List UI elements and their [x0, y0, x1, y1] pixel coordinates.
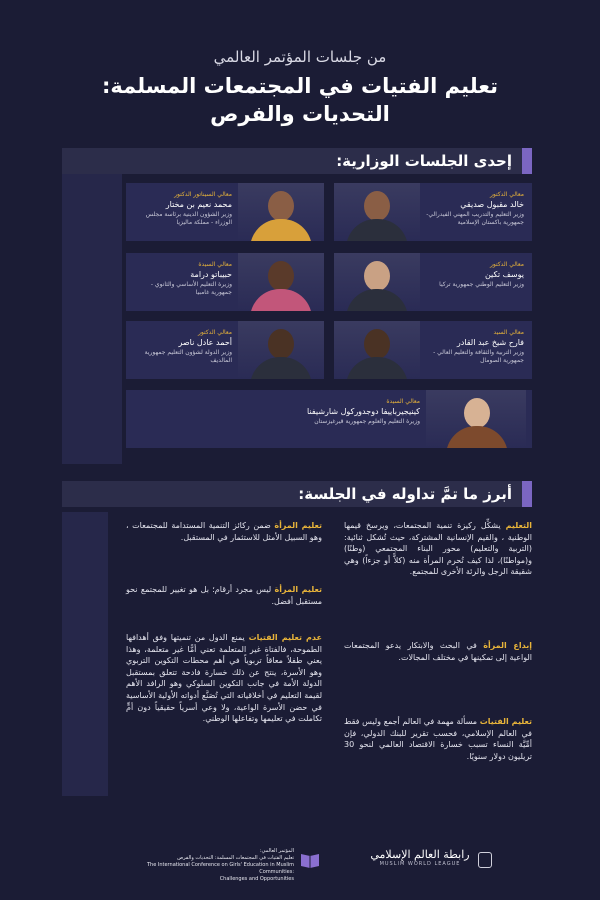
minister-card — [334, 183, 532, 241]
minister-rank: معالي الدكتور — [490, 191, 524, 198]
highlight-point — [344, 716, 532, 762]
minister-card — [334, 253, 532, 311]
title-line-2: التحديات والفرص — [210, 102, 390, 127]
minister-card — [126, 321, 324, 379]
minister-rank: معالي الدكتور — [198, 329, 232, 336]
minister-name: يوسف تكين — [484, 270, 524, 279]
section-ministerial-bar — [62, 148, 532, 174]
highlight-text: ليس مجرد أرقام؛ بل هو تغيير للمجتمع نحو مستقبل أفضل. — [126, 585, 322, 606]
minister-name: خالد مقبول صديقي — [460, 200, 524, 209]
page-header — [0, 48, 600, 129]
minister-role: وزير التعليم الوطني جمهورية تركيا — [439, 281, 524, 288]
minister-photo — [334, 253, 420, 311]
left-decor-strip — [62, 174, 122, 464]
highlight-text: يشكِّل ركيزة تنمية المجتمعات، ويرسخ قيمها الوطنية ، والقيم الإنسانية المشتركة، حيث تُشكل ثنائية: (التربية والتعليم) محور البناء المجتمعي (وطنًا) و(مواطنًا)، لذا كيف تُحرم المرأة منه (كلاًّ أو جزءاً) وهي شقيقة الرجل والرئة الأخرى للمجتمع. — [344, 521, 532, 577]
highlight-lead: التعليم — [505, 521, 532, 530]
highlight-text: مسألة مهمة في العالم أجمع وليس فقط في العالم الإسلامي، فحسب تقرير للبنك الدولي، فإن أمِّيَّة النساء تسبب خسارة الاقتصاد العالمي لنحو 30 تريليون دولار سنويًا. — [344, 717, 532, 761]
highlight-point — [344, 520, 532, 578]
highlight-text: يمنع الدول من تنميتها وفق أهدافها الطموحة، فالفتاة غير المتعلمة تعني أمًّا غير متعلمة، وهذا يعني طفلاً معاقاً تربوياً في أهم محطات التكوين التربوي وهو الأسرة، ينتج عن ذلك خسارة فادحة تتعلق بمستقبل الدولة الأمة في جانب التكوين السلوكي وهو الرافد الأهم لقيمة التعليم في أخلاقياته التي تُصَنَّع أدواته الأولية الأساسية في حضن الأسرة الواعية، ولا وعي أسرياً حقيقياً دون أمٍّ تكاملت في تعليمها وتفاعلها الوطني. — [126, 633, 322, 724]
minister-card — [126, 390, 532, 448]
minister-role: وزير الشؤون الدينية برئاسة مجلس الوزراء - مملكة ماليزيا — [145, 211, 232, 227]
minister-role: وزيرة التعليم الأساسي والثانوي - جمهورية غامبيا — [150, 281, 232, 297]
conference-logo — [140, 848, 320, 882]
minister-card — [126, 253, 324, 311]
section-ministerial-label: إحدى الجلسات الوزارية: — [336, 152, 512, 170]
section-accent — [522, 481, 532, 507]
highlight-lead: عدم تعليم الفتيات — [248, 633, 322, 642]
conf-line-1: المؤتمر العالمي: — [259, 848, 294, 854]
title-line-1: تعليم الفتيات في المجتمعات المسلمة: — [101, 74, 499, 98]
minister-name: أحمد عادل ناصر — [178, 338, 232, 347]
highlight-lead: تعليم المرأة — [274, 585, 322, 594]
highlight-text: ضمن ركائز التنمية المستدامة للمجتمعات ، وهو السبيل الأمثل للاستثمار في المستقبل. — [126, 521, 322, 542]
page-title — [0, 72, 600, 129]
highlight-lead: تعليم الفتيات — [479, 717, 533, 726]
minister-rank: معالي السيد — [493, 329, 524, 336]
minister-rank: معالي السيناتور الدكتور — [174, 191, 232, 198]
minister-photo — [238, 253, 324, 311]
minister-card — [126, 183, 324, 241]
minister-role: وزيرة التعليم والعلوم جمهورية قيرغيزستان — [314, 418, 420, 425]
minister-role: وزير التعليم والتدريب المهني الفيدرالي- جمهورية باكستان الإسلامية — [426, 211, 524, 227]
section-highlights-label: أبرز ما تمَّ تداوله في الجلسة: — [298, 485, 512, 503]
highlight-point — [126, 584, 322, 607]
conf-line-2: تعليم الفتيات في المجتمعات المسلمة: التحديات والفرص — [177, 855, 294, 861]
highlight-lead: إبداع المرأة — [483, 641, 532, 650]
minister-name: فارح شيخ عبد القادر — [456, 338, 524, 347]
highlight-point — [126, 520, 322, 543]
minister-role: وزير الدولة لشؤون التعليم جمهورية المالديف — [144, 349, 232, 365]
conf-line-4: Challenges and Opportunities — [219, 876, 294, 882]
highlight-text: في البحث والابتكار يدعو المجتمعات الواعية إلى تمكينها في مختلف المجالات. — [344, 641, 532, 662]
minister-photo — [334, 183, 420, 241]
pre-title: من جلسات المؤتمر العالمي — [213, 48, 387, 66]
conf-line-3: The International Conference on Girls' Education in Muslim Communities: — [146, 862, 294, 875]
minister-rank: معالي الدكتور — [490, 261, 524, 268]
minister-rank: معالي السيدة — [198, 261, 232, 268]
minister-photo — [426, 390, 526, 448]
highlight-lead: تعليم المرأة — [274, 521, 322, 530]
minister-photo — [238, 321, 324, 379]
minister-name: حبيباتو درامة — [190, 270, 232, 279]
minister-photo — [238, 183, 324, 241]
footer — [0, 848, 600, 882]
section-accent — [522, 148, 532, 174]
mwl-logo: رابطة العالم الإسلامي MUSLIM WORLD LEAGUE — [360, 848, 480, 878]
minister-role: وزير التربية والثقافة والتعليم العالي - جمهورية الصومال — [433, 349, 524, 365]
left-decor-strip — [62, 512, 108, 796]
highlight-point — [126, 632, 322, 725]
highlight-point — [344, 640, 532, 663]
minister-name: محمد نعيم بن مختار — [165, 200, 232, 209]
minister-rank: معالي السيدة — [386, 398, 420, 405]
section-highlights-bar — [62, 481, 532, 507]
mwl-emblem-icon — [478, 852, 492, 868]
minister-card — [334, 321, 532, 379]
book-icon — [300, 852, 320, 868]
minister-photo — [334, 321, 420, 379]
minister-name: كينيجيرباييفا دوجدوركول شارشيفنا — [307, 407, 420, 416]
